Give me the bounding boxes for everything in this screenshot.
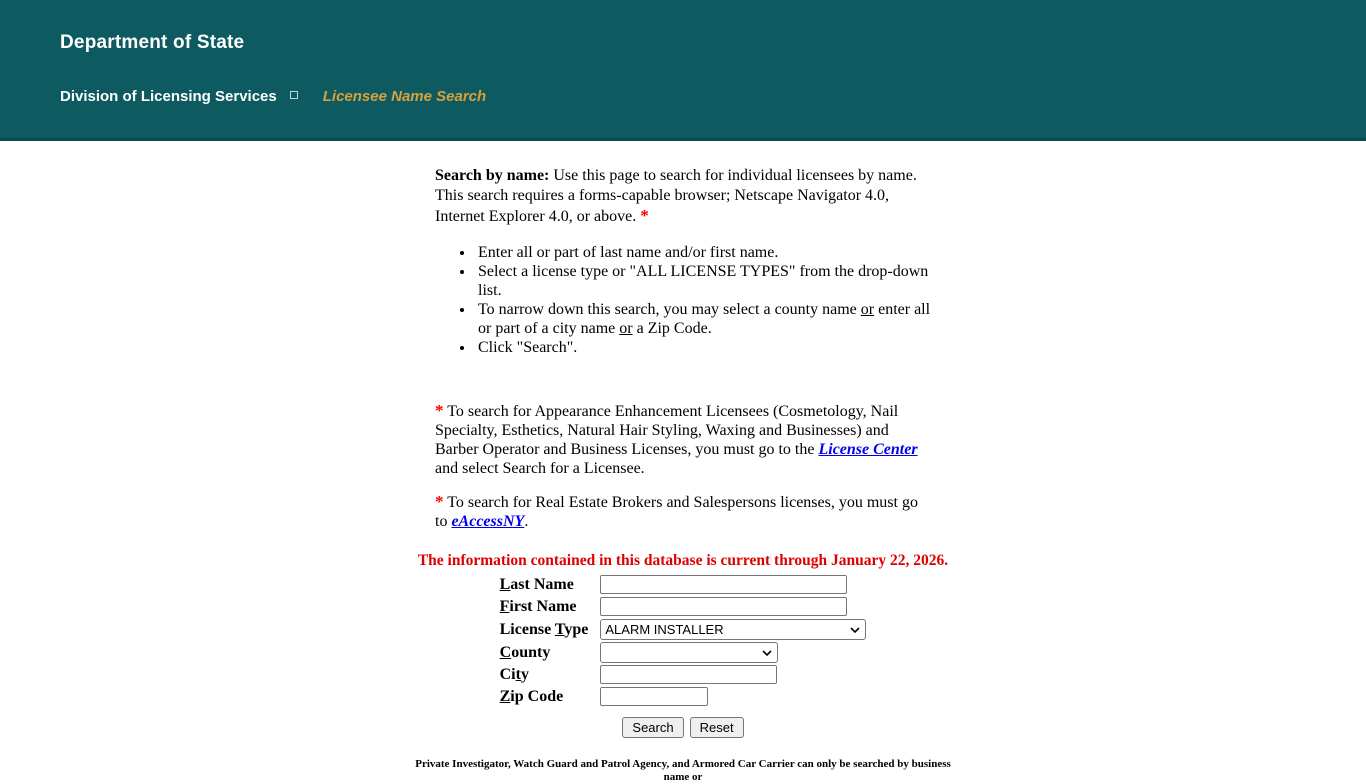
- licensee-name-search-link[interactable]: Licensee Name Search: [322, 88, 487, 105]
- instruction-text: Click "Search".: [478, 339, 578, 356]
- page-header: [0, 0, 1366, 141]
- eaccessny-link[interactable]: eAccessNY: [451, 513, 525, 530]
- instruction-list: [408, 243, 931, 357]
- note-text: and select Search for a Licensee.: [435, 460, 645, 477]
- city-input[interactable]: [600, 665, 777, 684]
- form-row-license-type: [500, 619, 867, 640]
- division-title: Division of Licensing Services: [60, 88, 277, 105]
- database-current-notice: The information contained in this database is current through January 22, 2026.: [417, 552, 949, 569]
- last-name-input[interactable]: [600, 575, 847, 594]
- instruction-item: [475, 300, 931, 338]
- form-row-city: [500, 665, 867, 685]
- intro-paragraph: [435, 166, 931, 227]
- form-row-first-name: [500, 597, 867, 617]
- license-center-link[interactable]: License Center: [818, 441, 918, 458]
- city-label: City: [499, 666, 529, 683]
- instruction-item: [475, 338, 931, 357]
- license-type-select[interactable]: [600, 619, 866, 640]
- note-text: To search for Real Estate Brokers and Salespersons licenses, you must go to: [435, 494, 918, 530]
- note-text: To search for Appearance Enhancement Licensees (Cosmetology, Nail Specialty, Esthetics, Natural Hair Styling, Waxing and Businesses) and Barber Operator and Business Licenses, you must go to the: [435, 403, 899, 458]
- county-select[interactable]: [600, 642, 778, 663]
- licensee-search-form: [498, 573, 869, 709]
- license-type-label: License Type: [499, 620, 589, 638]
- note-text: .: [524, 513, 529, 530]
- site-title: Department of State: [60, 32, 245, 53]
- reset-button[interactable]: Reset: [690, 717, 744, 738]
- form-row-zip-code: [500, 687, 867, 707]
- form-row-last-name: [500, 575, 867, 595]
- header-breadcrumb: [60, 88, 1366, 105]
- last-name-label: Last Name: [499, 576, 574, 593]
- search-button[interactable]: Search: [622, 717, 683, 738]
- instruction-text: Select a license type or "ALL LICENSE TYPES" from the drop-down list.: [478, 263, 929, 299]
- instruction-text: Enter all or part of last name and/or first name.: [478, 244, 779, 261]
- intro-text: Use this page to search for individual licensees by name. This search requires a forms-capable browser; Netscape Navigator 4.0, Internet Explorer 4.0, or above.: [435, 167, 917, 225]
- form-buttons: [408, 717, 958, 738]
- county-label: County: [499, 643, 551, 661]
- zip-code-label: Zip Code: [499, 688, 564, 705]
- instruction-text: a Zip Code.: [632, 320, 712, 337]
- first-name-input[interactable]: [600, 597, 847, 616]
- main-content: [408, 166, 958, 784]
- footer-note: Private Investigator, Watch Guard and Patrol Agency, and Armored Car Carrier can only be searched by business name or: [415, 758, 951, 783]
- instruction-text: To narrow down this search, you may select a county name: [478, 301, 861, 318]
- square-bullet-icon: [290, 91, 298, 99]
- instruction-item: [475, 243, 931, 262]
- required-asterisk: *: [435, 492, 444, 511]
- instruction-text-underlined: or: [619, 320, 633, 337]
- intro-lead: Search by name:: [435, 167, 550, 184]
- instruction-text-underlined: or: [860, 301, 875, 318]
- real-estate-note: [435, 492, 931, 531]
- required-asterisk: *: [640, 206, 649, 225]
- appearance-enhancement-note: [435, 401, 931, 478]
- first-name-label: First Name: [499, 598, 577, 615]
- instruction-text: enter all or part of a city name: [478, 301, 931, 337]
- required-asterisk: *: [435, 401, 444, 420]
- instruction-item: [475, 262, 931, 300]
- form-row-county: [500, 642, 867, 663]
- zip-code-input[interactable]: [600, 687, 708, 706]
